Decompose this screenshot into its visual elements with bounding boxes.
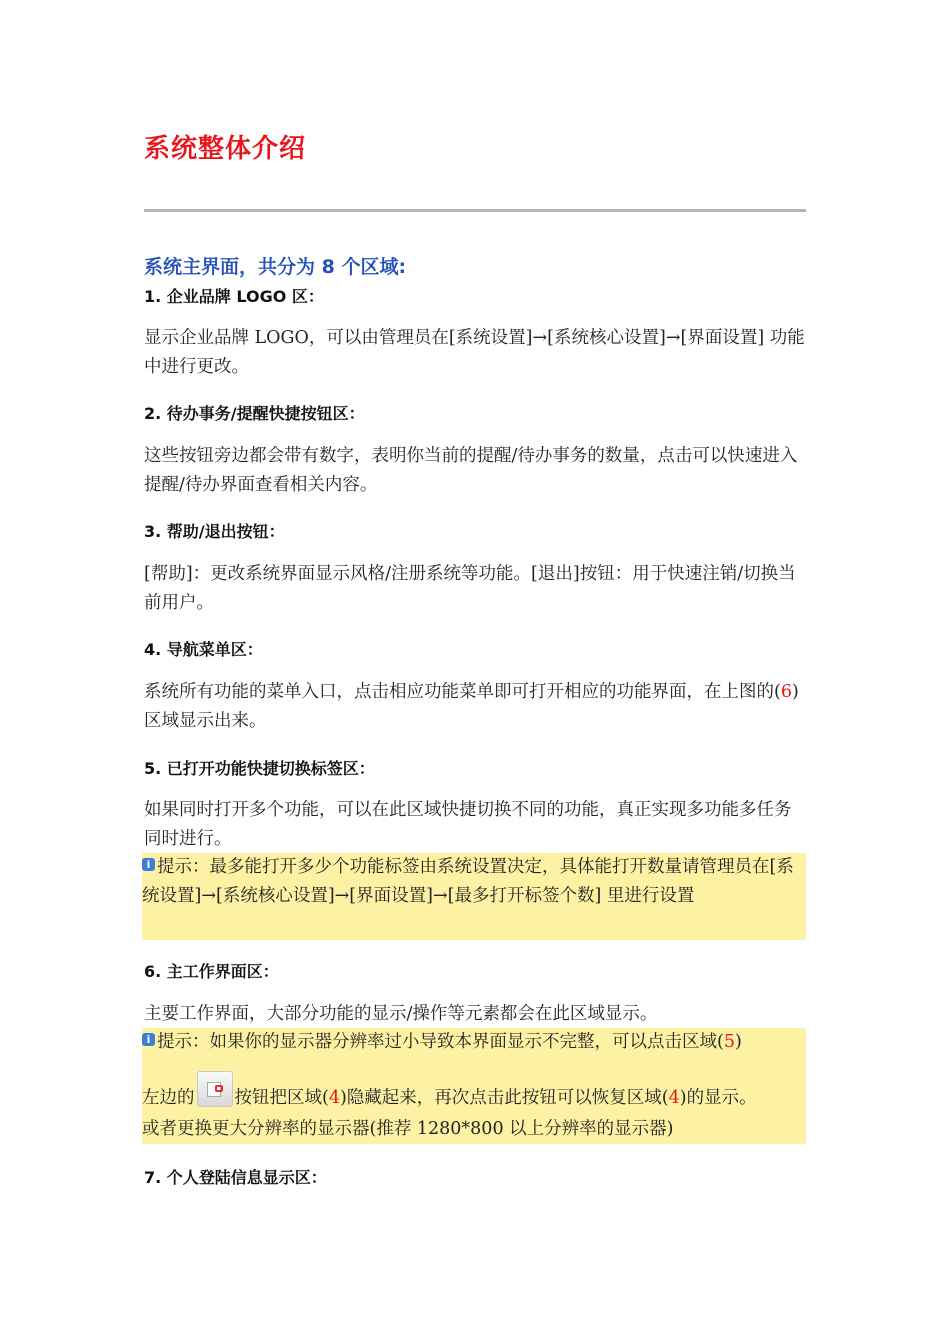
collapse-panel-button-icon [197, 1071, 233, 1107]
info-icon: i [142, 1033, 155, 1046]
section-4-heading: 4. 导航菜单区： [144, 640, 263, 659]
section-6-body: 主要工作界面，大部分功能的显示/操作等元素都会在此区域显示。 [144, 1004, 658, 1024]
tip-line-3: 或者更换更大分辨率的显示器(推荐 1280*800 以上分辨率的显示器) [142, 1119, 674, 1139]
area-number-4-second: 4 [668, 1088, 680, 1108]
section-4-body-text-end: )区域显示出来。 [144, 682, 799, 731]
section-5-body: 如果同时打开多个功能，可以在此区域快捷切换不同的功能，真正实现多功能多任务同时进行。 [144, 800, 792, 849]
tip-line-2-text-a: 左边的 [142, 1088, 195, 1108]
section-2-body: 这些按钮旁边都会带有数字，表明你当前的提醒/待办事务的数量，点击可以快速进入提醒/待办界面查看相关内容。 [144, 446, 798, 495]
area-number-6: 6 [780, 682, 792, 702]
title-divider [144, 209, 806, 212]
tip-line-2-text-d: )的显示。 [679, 1088, 757, 1108]
area-number-4: 4 [328, 1088, 340, 1108]
section-subtitle: 系统主界面，共分为 8 个区域: [144, 256, 407, 278]
tip-line-2-text-b: 按钮把区域( [234, 1088, 329, 1108]
tip-box-resolution [142, 1028, 806, 1144]
page-title: 系统整体介绍 [144, 134, 307, 164]
info-icon: i [142, 858, 155, 871]
section-4-body [144, 678, 806, 736]
section-4-body-text: 系统所有功能的菜单入口，点击相应功能菜单即可打开相应的功能界面，在上图的( [144, 682, 781, 702]
section-7-heading: 7. 个人登陆信息显示区： [144, 1168, 327, 1187]
section-1-heading: 1. 企业品牌 LOGO 区： [144, 287, 324, 306]
section-1-body: 显示企业品牌 LOGO，可以由管理员在[系统设置]→[系统核心设置]→[界面设置] 功能中进行更改。 [144, 328, 805, 377]
area-number-5: 5 [723, 1032, 735, 1052]
tip-line-1 [142, 1028, 806, 1057]
tip-line-1-end: ) [734, 1032, 742, 1052]
section-5-heading: 5. 已打开功能快捷切换标签区： [144, 759, 375, 778]
tip-box-tabs [142, 853, 806, 940]
section-3-heading: 3. 帮助/退出按钮： [144, 522, 285, 541]
section-2-heading: 2. 待办事务/提醒快捷按钮区： [144, 404, 365, 423]
tip-line-2-text-c: )隐藏起来，再次点击此按钮可以恢复区域( [339, 1088, 669, 1108]
section-3-body: [帮助]：更改系统界面显示风格/注册系统等功能。[退出]按钮：用于快速注销/切换当前用户。 [144, 564, 796, 613]
section-6-heading: 6. 主工作界面区： [144, 962, 279, 981]
tip-line-1-text: 提示：如果你的显示器分辨率过小导致本界面显示不完整，可以点击区域( [157, 1032, 724, 1052]
tip-line-2 [142, 1057, 806, 1115]
tip-text: 提示：最多能打开多少个功能标签由系统设置决定，具体能打开数量请管理员在[系统设置]→[系统核心设置]→[界面设置]→[最多打开标签个数] 里进行设置 [142, 857, 794, 906]
